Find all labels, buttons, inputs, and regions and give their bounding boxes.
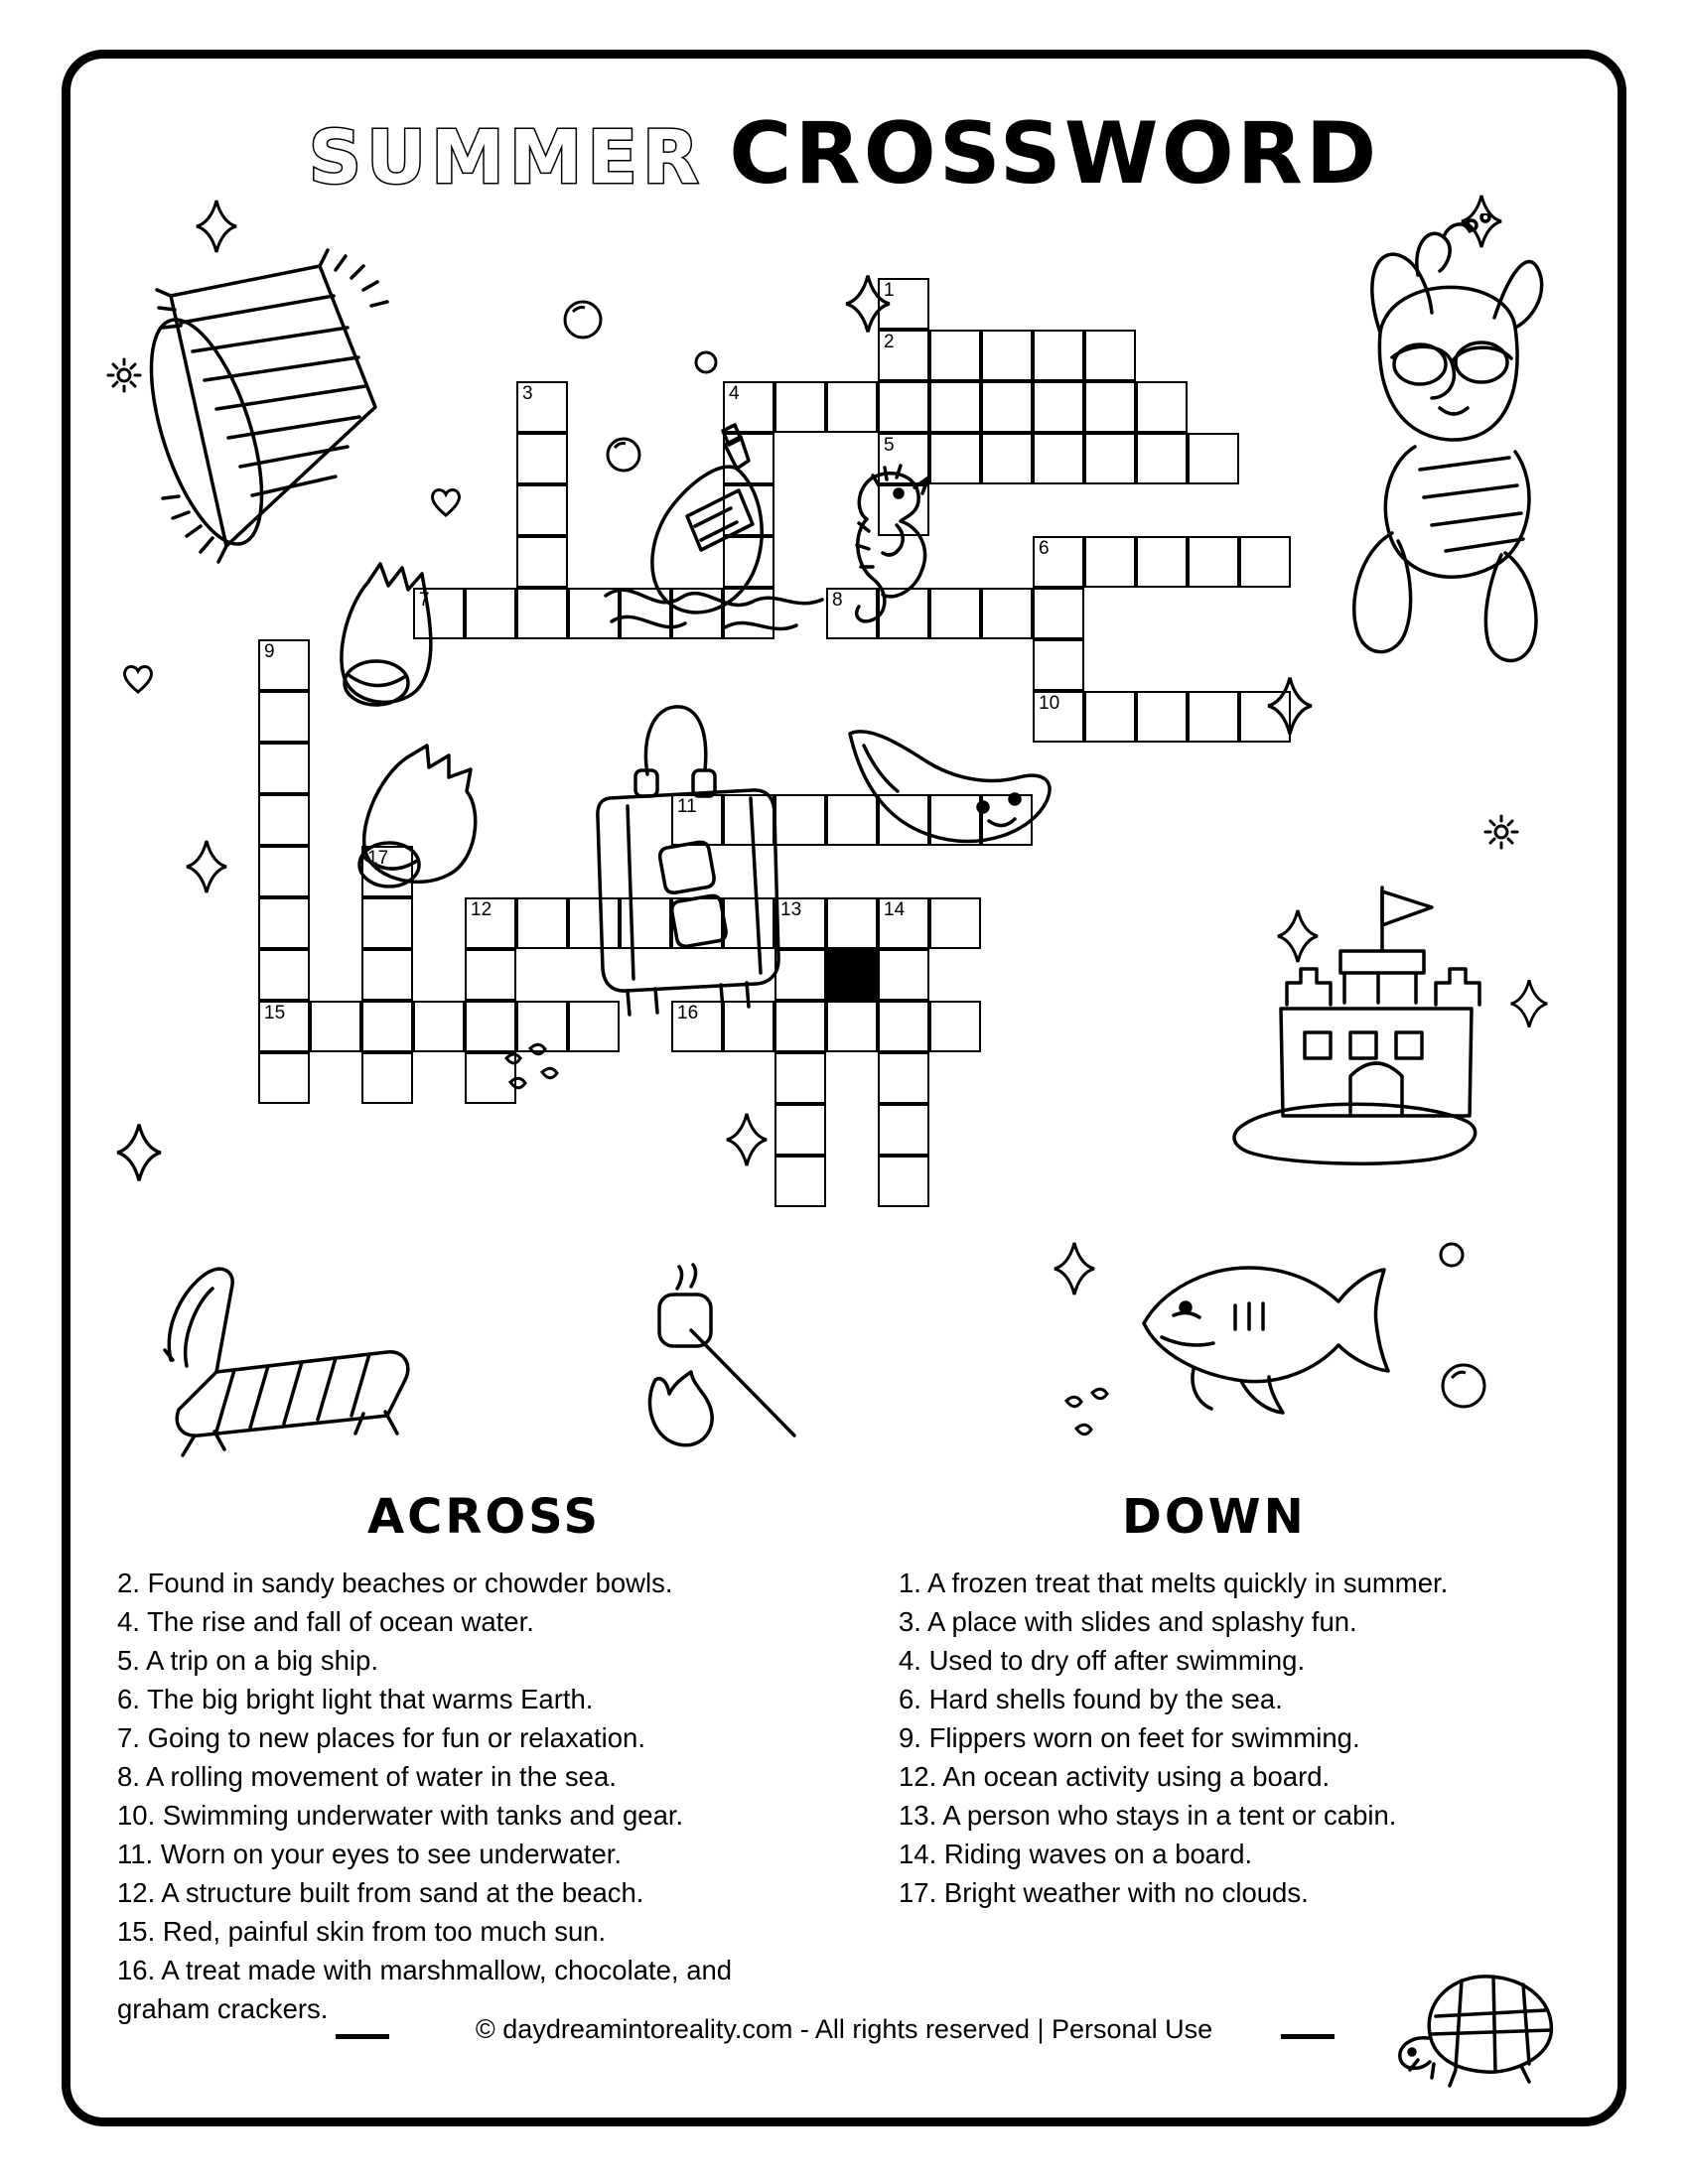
crossword-cell[interactable] xyxy=(723,381,774,433)
crossword-cell[interactable] xyxy=(620,588,671,639)
down-clue-list xyxy=(899,1564,1465,1912)
crossword-cell[interactable] xyxy=(361,949,413,1001)
crossword-cell[interactable] xyxy=(361,1052,413,1104)
crossword-cell[interactable] xyxy=(568,588,620,639)
down-clue-item: 13. A person who stays in a tent or cabin. xyxy=(899,1800,1397,1831)
cell-number: 8 xyxy=(832,590,843,611)
crossword-cell[interactable] xyxy=(981,330,1033,381)
crossword-cell[interactable] xyxy=(671,794,723,846)
crossword-cell[interactable] xyxy=(774,381,826,433)
crossword-cell-blocked xyxy=(826,949,878,1001)
crossword-cell[interactable] xyxy=(258,897,310,949)
crossword-cell[interactable] xyxy=(878,381,929,433)
crossword-cell[interactable] xyxy=(361,897,413,949)
crossword-cell[interactable] xyxy=(878,588,929,639)
across-clue-item: 7. Going to new places for fun or relaxation. xyxy=(117,1722,645,1753)
crossword-cell[interactable] xyxy=(929,1001,981,1052)
crossword-cell[interactable] xyxy=(258,949,310,1001)
crossword-cell[interactable] xyxy=(878,330,929,381)
across-clue-list xyxy=(117,1564,812,2028)
title-word-summer: SUMMER xyxy=(308,115,704,201)
crossword-cell[interactable] xyxy=(1188,433,1239,484)
crossword-cell[interactable] xyxy=(413,588,465,639)
crossword-cell[interactable] xyxy=(723,484,774,536)
across-heading: ACROSS xyxy=(367,1489,602,1545)
down-heading: DOWN xyxy=(1122,1489,1307,1545)
crossword-cell[interactable] xyxy=(723,588,774,639)
across-clue-item: 10. Swimming underwater with tanks and gear. xyxy=(117,1800,684,1831)
crossword-cell[interactable] xyxy=(671,897,723,949)
crossword-cell[interactable] xyxy=(1239,691,1291,743)
crossword-cell[interactable] xyxy=(723,794,774,846)
crossword-cell[interactable] xyxy=(1188,691,1239,743)
across-clue-item: 11. Worn on your eyes to see underwater. xyxy=(117,1839,623,1869)
crossword-cell[interactable] xyxy=(878,794,929,846)
crossword-cell[interactable] xyxy=(1136,691,1188,743)
crossword-cell[interactable] xyxy=(258,1001,310,1052)
crossword-cell[interactable] xyxy=(258,794,310,846)
crossword-cell[interactable] xyxy=(981,794,1033,846)
crossword-cell[interactable] xyxy=(516,897,568,949)
crossword-cell[interactable] xyxy=(1033,381,1084,433)
crossword-cell[interactable] xyxy=(981,588,1033,639)
crossword-cell[interactable] xyxy=(826,1001,878,1052)
crossword-cell[interactable] xyxy=(516,484,568,536)
crossword-cell[interactable] xyxy=(878,949,929,1001)
crossword-cell[interactable] xyxy=(568,1001,620,1052)
crossword-cell[interactable] xyxy=(1033,330,1084,381)
crossword-cell[interactable] xyxy=(620,897,671,949)
crossword-cell[interactable] xyxy=(878,1156,929,1207)
crossword-cell[interactable] xyxy=(516,381,568,433)
page-title xyxy=(0,104,1688,204)
cell-number: 5 xyxy=(884,435,895,456)
crossword-cell[interactable] xyxy=(258,846,310,897)
crossword-cell[interactable] xyxy=(929,794,981,846)
crossword-cell[interactable] xyxy=(981,433,1033,484)
crossword-cell[interactable] xyxy=(723,536,774,588)
crossword-cell[interactable] xyxy=(413,1001,465,1052)
crossword-cell[interactable] xyxy=(1084,433,1136,484)
cell-number: 4 xyxy=(729,383,740,404)
crossword-cell[interactable] xyxy=(671,1001,723,1052)
crossword-cell[interactable] xyxy=(878,897,929,949)
crossword-cell[interactable] xyxy=(878,433,929,484)
down-clue-item: 14. Riding waves on a board. xyxy=(899,1839,1253,1869)
crossword-cell[interactable] xyxy=(774,1052,826,1104)
footer-copyright: © daydreamintoreality.com - All rights reserved | Personal Use xyxy=(475,2014,1213,2044)
crossword-cell[interactable] xyxy=(878,278,929,330)
crossword-cell[interactable] xyxy=(1136,433,1188,484)
cell-number: 13 xyxy=(780,899,802,920)
down-clue-item: 12. An ocean activity using a board. xyxy=(899,1761,1331,1792)
cell-number: 3 xyxy=(522,383,533,404)
down-clue-item: 9. Flippers worn on feet for swimming. xyxy=(899,1722,1360,1753)
crossword-cell[interactable] xyxy=(1033,433,1084,484)
crossword-cell[interactable] xyxy=(516,536,568,588)
crossword-cell[interactable] xyxy=(1084,330,1136,381)
across-clue-item: 15. Red, painful skin from too much sun. xyxy=(117,1916,607,1947)
title-word-crossword: CROSSWORD xyxy=(729,104,1380,204)
across-clue-item: 8. A rolling movement of water in the sea. xyxy=(117,1761,617,1792)
crossword-cell[interactable] xyxy=(258,639,310,691)
crossword-cell[interactable] xyxy=(1084,691,1136,743)
crossword-cell[interactable] xyxy=(774,1104,826,1156)
crossword-cell[interactable] xyxy=(1084,381,1136,433)
across-clue-item: 12. A structure built from sand at the beach. xyxy=(117,1877,644,1908)
crossword-cell[interactable] xyxy=(774,897,826,949)
across-clue-item: 2. Found in sandy beaches or chowder bowls. xyxy=(117,1568,673,1598)
crossword-cell[interactable] xyxy=(568,897,620,949)
down-clue-item: 4. Used to dry off after swimming. xyxy=(899,1645,1306,1676)
crossword-cell[interactable] xyxy=(465,588,516,639)
crossword-cell[interactable] xyxy=(516,433,568,484)
crossword-cell[interactable] xyxy=(258,1052,310,1104)
crossword-cell[interactable] xyxy=(723,897,774,949)
down-clue-item: 17. Bright weather with no clouds. xyxy=(899,1877,1309,1908)
crossword-cell[interactable] xyxy=(878,1104,929,1156)
crossword-cell[interactable] xyxy=(723,433,774,484)
crossword-cell[interactable] xyxy=(465,897,516,949)
crossword-cell[interactable] xyxy=(878,1001,929,1052)
crossword-cell[interactable] xyxy=(981,381,1033,433)
down-clue-item: 3. A place with slides and splashy fun. xyxy=(899,1606,1357,1637)
crossword-cell[interactable] xyxy=(929,330,981,381)
crossword-cell[interactable] xyxy=(929,588,981,639)
crossword-cell[interactable] xyxy=(774,949,826,1001)
cell-number: 11 xyxy=(677,796,697,817)
crossword-cell[interactable] xyxy=(774,1001,826,1052)
crossword-cell[interactable] xyxy=(1033,588,1084,639)
cell-number: 15 xyxy=(264,1003,286,1024)
crossword-cell[interactable] xyxy=(671,588,723,639)
crossword-cell[interactable] xyxy=(258,691,310,743)
crossword-cell[interactable] xyxy=(878,1052,929,1104)
crossword-cell[interactable] xyxy=(1084,536,1136,588)
crossword-cell[interactable] xyxy=(465,1001,516,1052)
down-clue-item: 6. Hard shells found by the sea. xyxy=(899,1684,1283,1714)
cell-number: 16 xyxy=(677,1003,699,1024)
crossword-cell[interactable] xyxy=(826,794,878,846)
crossword-cell[interactable] xyxy=(929,381,981,433)
crossword-cell[interactable] xyxy=(258,743,310,794)
crossword-cell[interactable] xyxy=(361,1001,413,1052)
crossword-cell[interactable] xyxy=(723,1001,774,1052)
crossword-cell[interactable] xyxy=(1136,536,1188,588)
cell-number: 1 xyxy=(884,280,895,301)
crossword-cell[interactable] xyxy=(1033,536,1084,588)
cell-number: 14 xyxy=(884,899,906,920)
crossword-cell[interactable] xyxy=(1033,691,1084,743)
crossword-cell[interactable] xyxy=(516,588,568,639)
crossword-cell[interactable] xyxy=(465,949,516,1001)
crossword-cell[interactable] xyxy=(465,1052,516,1104)
cell-number: 6 xyxy=(1039,538,1050,559)
crossword-cell[interactable] xyxy=(774,1156,826,1207)
cell-number: 9 xyxy=(264,641,275,662)
cell-number: 2 xyxy=(884,332,895,352)
crossword-cell[interactable] xyxy=(878,484,929,536)
cell-number: 7 xyxy=(419,590,430,611)
crossword-cell[interactable] xyxy=(516,1001,568,1052)
cell-number: 10 xyxy=(1039,693,1060,714)
crossword-cell[interactable] xyxy=(310,1001,361,1052)
crossword-cell[interactable] xyxy=(1136,381,1188,433)
across-clue-item: 16. A treat made with marshmallow, chocolate, and graham crackers. xyxy=(117,1955,733,2024)
crossword-cell[interactable] xyxy=(1033,639,1084,691)
crossword-cell[interactable] xyxy=(1239,536,1291,588)
cell-number: 12 xyxy=(471,899,492,920)
crossword-cell[interactable] xyxy=(826,381,878,433)
crossword-cell[interactable] xyxy=(361,846,413,897)
across-clue-item: 4. The rise and fall of ocean water. xyxy=(117,1606,534,1637)
crossword-cell[interactable] xyxy=(1188,536,1239,588)
crossword-cell[interactable] xyxy=(929,433,981,484)
cell-number: 17 xyxy=(367,848,389,869)
crossword-cell[interactable] xyxy=(826,588,878,639)
down-clue-item: 1. A frozen treat that melts quickly in summer. xyxy=(899,1568,1449,1598)
crossword-cell[interactable] xyxy=(929,897,981,949)
crossword-cell[interactable] xyxy=(826,897,878,949)
across-clue-item: 6. The big bright light that warms Earth. xyxy=(117,1684,594,1714)
crossword-cell[interactable] xyxy=(774,794,826,846)
across-clue-item: 5. A trip on a big ship. xyxy=(117,1645,378,1676)
